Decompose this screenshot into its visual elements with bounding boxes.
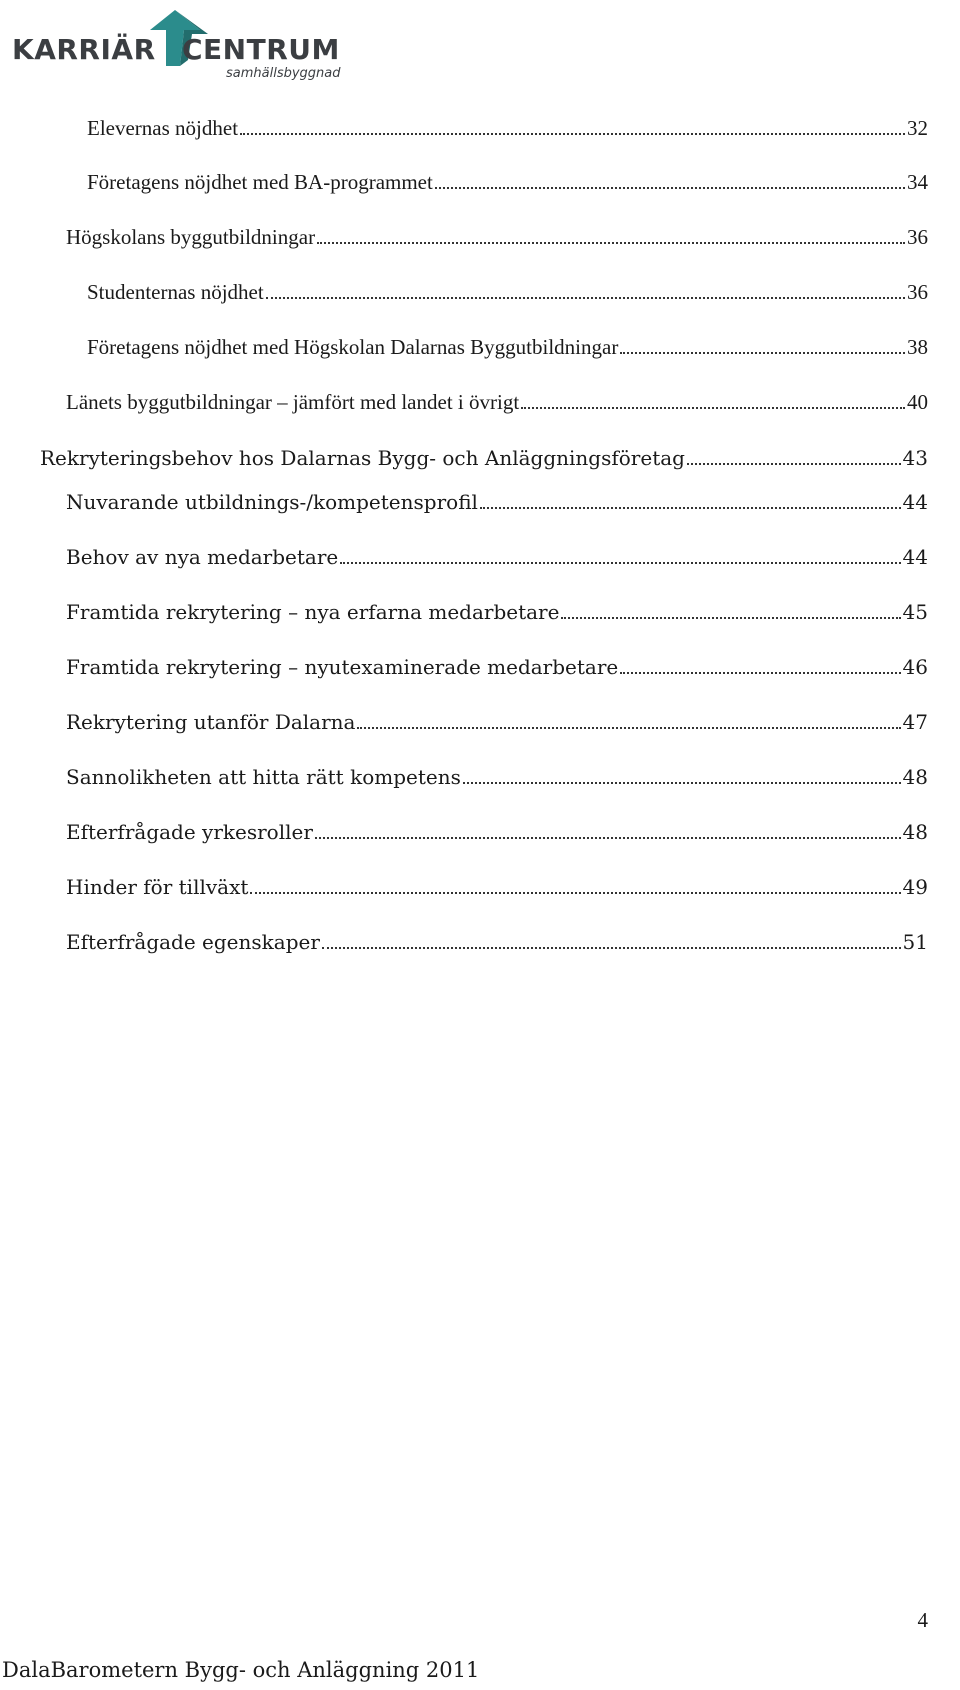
toc-entry-page: 44 <box>902 490 928 514</box>
logo-text-left: KARRIÄR <box>12 33 156 66</box>
toc-entry-title: Studenternas nöjdhet <box>87 280 264 304</box>
toc-entry[interactable] <box>0 763 928 791</box>
toc-leader <box>687 463 901 465</box>
toc-entry-page: 51 <box>902 930 928 954</box>
toc-entry[interactable] <box>0 388 928 416</box>
toc-leader <box>317 242 905 244</box>
toc-entry-page: 48 <box>902 820 928 844</box>
toc-leader <box>480 507 901 509</box>
toc-entry[interactable] <box>0 168 928 196</box>
toc-entry-title: Företagens nöjdhet med Högskolan Dalarnas Byggutbildningar <box>87 335 619 359</box>
toc-leader <box>315 837 901 839</box>
page-number: 4 <box>917 1608 928 1632</box>
toc-entry[interactable] <box>0 873 928 901</box>
toc-entry-page: 36 <box>907 225 928 249</box>
toc-entry-page: 48 <box>902 765 928 789</box>
toc-entry[interactable] <box>0 598 928 626</box>
toc-entry-title: Nuvarande utbildnings-/kompetensprofil <box>66 490 478 514</box>
toc-entry-page: 34 <box>907 170 928 194</box>
toc-entry[interactable] <box>0 278 928 306</box>
toc-leader <box>340 562 900 564</box>
toc-entry-page: 36 <box>907 280 928 304</box>
toc-entry-title: Företagens nöjdhet med BA-programmet <box>87 170 433 194</box>
logo-text-right: CENTRUM <box>182 33 340 66</box>
toc-entry-title: Hinder för tillväxt <box>66 875 249 899</box>
toc-entry[interactable] <box>0 928 928 956</box>
page-footer: DalaBarometern Bygg- och Anläggning 2011 <box>2 1658 480 1682</box>
toc-entry-page: 43 <box>902 446 928 470</box>
toc-entry-page: 38 <box>907 335 928 359</box>
toc-entry-title: Efterfrågade egenskaper <box>66 930 320 954</box>
toc-leader <box>435 187 905 189</box>
toc-entry[interactable] <box>0 114 928 142</box>
toc-entry-title: Elevernas nöjdhet <box>87 116 239 140</box>
toc-leader <box>250 892 900 894</box>
toc-entry-page: 32 <box>907 116 928 140</box>
toc-entry-page: 46 <box>902 655 928 679</box>
toc-entry[interactable] <box>0 708 928 736</box>
toc-entry-page: 45 <box>902 600 928 624</box>
toc-entry-title: Länets byggutbildningar – jämfört med landet i övrigt <box>66 390 520 414</box>
toc-leader <box>357 727 900 729</box>
logo-subtitle: samhällsbyggnad <box>226 66 341 81</box>
toc-leader <box>266 297 905 299</box>
toc-entry[interactable] <box>0 653 928 681</box>
toc-entry[interactable] <box>0 333 928 361</box>
toc-entry[interactable] <box>0 223 928 251</box>
toc-entry-title: Efterfrågade yrkesroller <box>66 820 313 844</box>
toc-entry[interactable] <box>0 444 928 472</box>
toc-entry-page: 40 <box>907 390 928 414</box>
toc-leader <box>620 672 900 674</box>
toc-entry-title: Rekrytering utanför Dalarna <box>66 710 356 734</box>
karriarcentrum-logo <box>12 8 342 84</box>
toc-entry-title: Rekryteringsbehov hos Dalarnas Bygg- och Anläggningsföretag <box>40 446 685 470</box>
toc-leader <box>561 617 900 619</box>
toc-entry-title: Högskolans byggutbildningar <box>66 225 316 249</box>
toc-entry-page: 49 <box>902 875 928 899</box>
toc-entry[interactable] <box>0 818 928 846</box>
toc-entry-title: Framtida rekrytering – nyutexaminerade medarbetare <box>66 655 619 679</box>
toc-entry-title: Sannolikheten att hitta rätt kompetens <box>66 765 461 789</box>
toc-entry[interactable] <box>0 488 928 516</box>
toc-leader <box>240 133 905 135</box>
toc-leader <box>322 947 901 949</box>
toc-leader <box>463 782 901 784</box>
toc-entry-page: 44 <box>902 545 928 569</box>
toc-entry-title: Behov av nya medarbetare <box>66 545 339 569</box>
toc-leader <box>620 352 905 354</box>
toc-entry[interactable] <box>0 543 928 571</box>
toc-leader <box>521 407 905 409</box>
toc-entry-title: Framtida rekrytering – nya erfarna medarbetare <box>66 600 560 624</box>
toc-entry-page: 47 <box>902 710 928 734</box>
